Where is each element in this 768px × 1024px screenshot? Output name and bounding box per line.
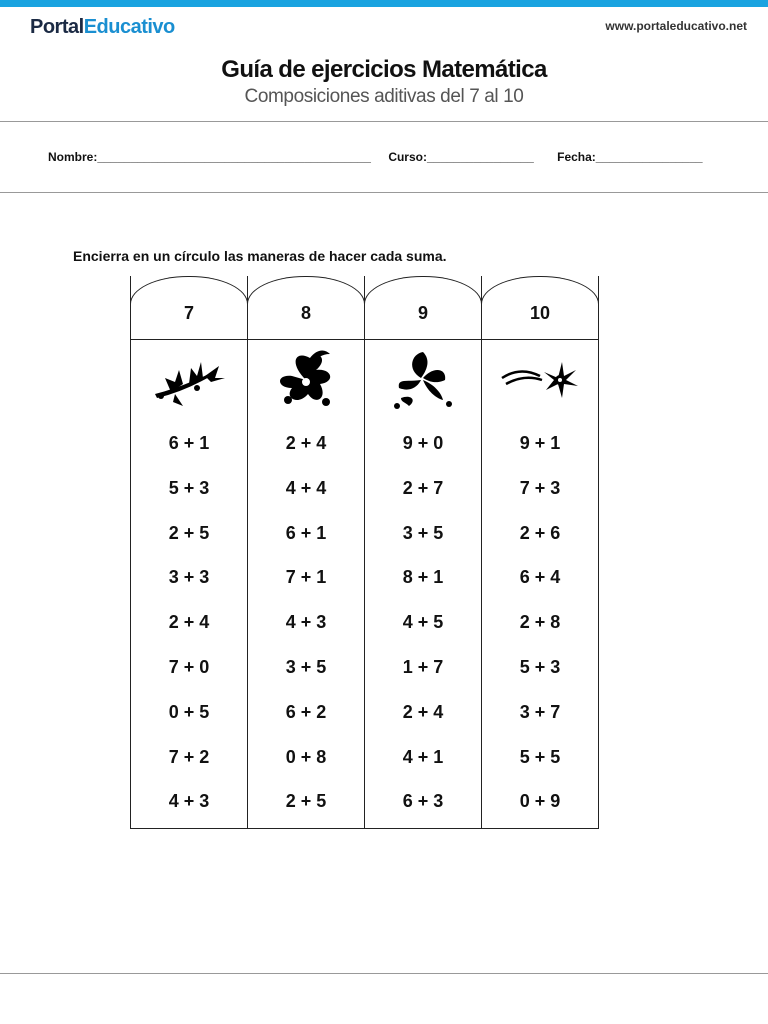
sum-option[interactable]: 4 + 3 (285, 612, 327, 633)
column-7 (130, 276, 248, 829)
logo-text-educativo: Educativo (83, 16, 175, 38)
sum-option[interactable]: 7 + 2 (168, 746, 210, 767)
sum-option[interactable]: 2 + 6 (519, 522, 561, 543)
flower-sprig-icon (149, 348, 229, 410)
sum-option[interactable]: 2 + 8 (519, 612, 561, 633)
sum-option[interactable]: 5 + 5 (519, 746, 561, 767)
sum-option[interactable]: 1 + 7 (402, 657, 444, 677)
top-accent-bar (0, 0, 768, 7)
sum-option[interactable]: 0 + 8 (285, 746, 327, 767)
sum-option[interactable]: 3 + 7 (519, 701, 561, 722)
sum-option[interactable]: 0 + 9 (519, 791, 561, 812)
flower-star-icon (500, 348, 580, 410)
sum-option[interactable]: 6 + 1 (168, 433, 210, 453)
sum-option[interactable]: 3 + 3 (168, 567, 210, 588)
sum-option[interactable]: 3 + 5 (402, 522, 444, 543)
column-heading: 8 (300, 303, 311, 323)
nombre-field[interactable]: Nombre:_________________________________________ (48, 150, 371, 164)
column-8 (247, 276, 365, 829)
sum-option[interactable]: 2 + 5 (168, 522, 210, 543)
sum-option[interactable]: 7 + 1 (285, 567, 327, 588)
column-header-divider (365, 339, 481, 340)
sum-option[interactable]: 4 + 1 (402, 746, 444, 767)
column-header-divider (131, 339, 247, 340)
column-heading: 7 (183, 303, 194, 323)
divider-bottom (0, 973, 768, 974)
sum-option[interactable]: 4 + 3 (168, 791, 210, 812)
sum-option[interactable]: 9 + 1 (519, 433, 561, 453)
flower-ornament-icon (383, 348, 463, 410)
fecha-field[interactable]: Fecha:________________ (557, 150, 703, 164)
sum-option[interactable]: 2 + 4 (402, 701, 444, 722)
flower-bloom-icon (266, 348, 346, 410)
sum-option[interactable]: 2 + 4 (285, 433, 327, 453)
column-heading: 10 (529, 303, 551, 323)
sum-option[interactable]: 6 + 4 (519, 567, 561, 588)
column-header-divider (248, 339, 364, 340)
sum-option[interactable]: 9 + 0 (402, 433, 444, 453)
sum-option[interactable]: 0 + 5 (168, 701, 210, 722)
sum-option[interactable]: 4 + 5 (402, 612, 444, 633)
sum-option[interactable]: 2 + 7 (402, 477, 444, 498)
site-url: www.portaleducativo.net (605, 19, 747, 33)
sum-option[interactable]: 6 + 2 (285, 701, 327, 722)
sum-option[interactable]: 5 + 3 (519, 657, 561, 677)
instruction-text: Encierra en un círculo las maneras de hacer cada suma. (73, 248, 447, 264)
sum-option[interactable]: 6 + 1 (285, 522, 327, 543)
sum-option[interactable]: 6 + 3 (402, 791, 444, 812)
portal-educativo-logo (30, 16, 175, 39)
sum-option[interactable]: 7 + 3 (519, 477, 561, 498)
sum-option[interactable]: 8 + 1 (402, 567, 444, 588)
divider-fields (0, 192, 768, 193)
curso-field[interactable]: Curso:________________ (388, 150, 534, 164)
page-title: Guía de ejercicios Matemática (221, 56, 547, 83)
student-info-fields (48, 150, 703, 164)
sum-option[interactable]: 2 + 4 (168, 612, 210, 633)
column-9 (364, 276, 482, 829)
logo-text-portal: Portal (30, 16, 84, 38)
sum-option[interactable]: 5 + 3 (168, 477, 210, 498)
sum-option[interactable]: 3 + 5 (285, 657, 327, 677)
page-subtitle: Composiciones aditivas del 7 al 10 (244, 86, 524, 107)
column-10 (481, 276, 599, 829)
divider-top (0, 121, 768, 122)
sum-option[interactable]: 2 + 5 (285, 791, 327, 812)
column-heading: 9 (417, 303, 428, 323)
sum-option[interactable]: 4 + 4 (285, 477, 327, 498)
column-header-divider (482, 339, 598, 340)
sum-option[interactable]: 7 + 0 (168, 657, 210, 677)
